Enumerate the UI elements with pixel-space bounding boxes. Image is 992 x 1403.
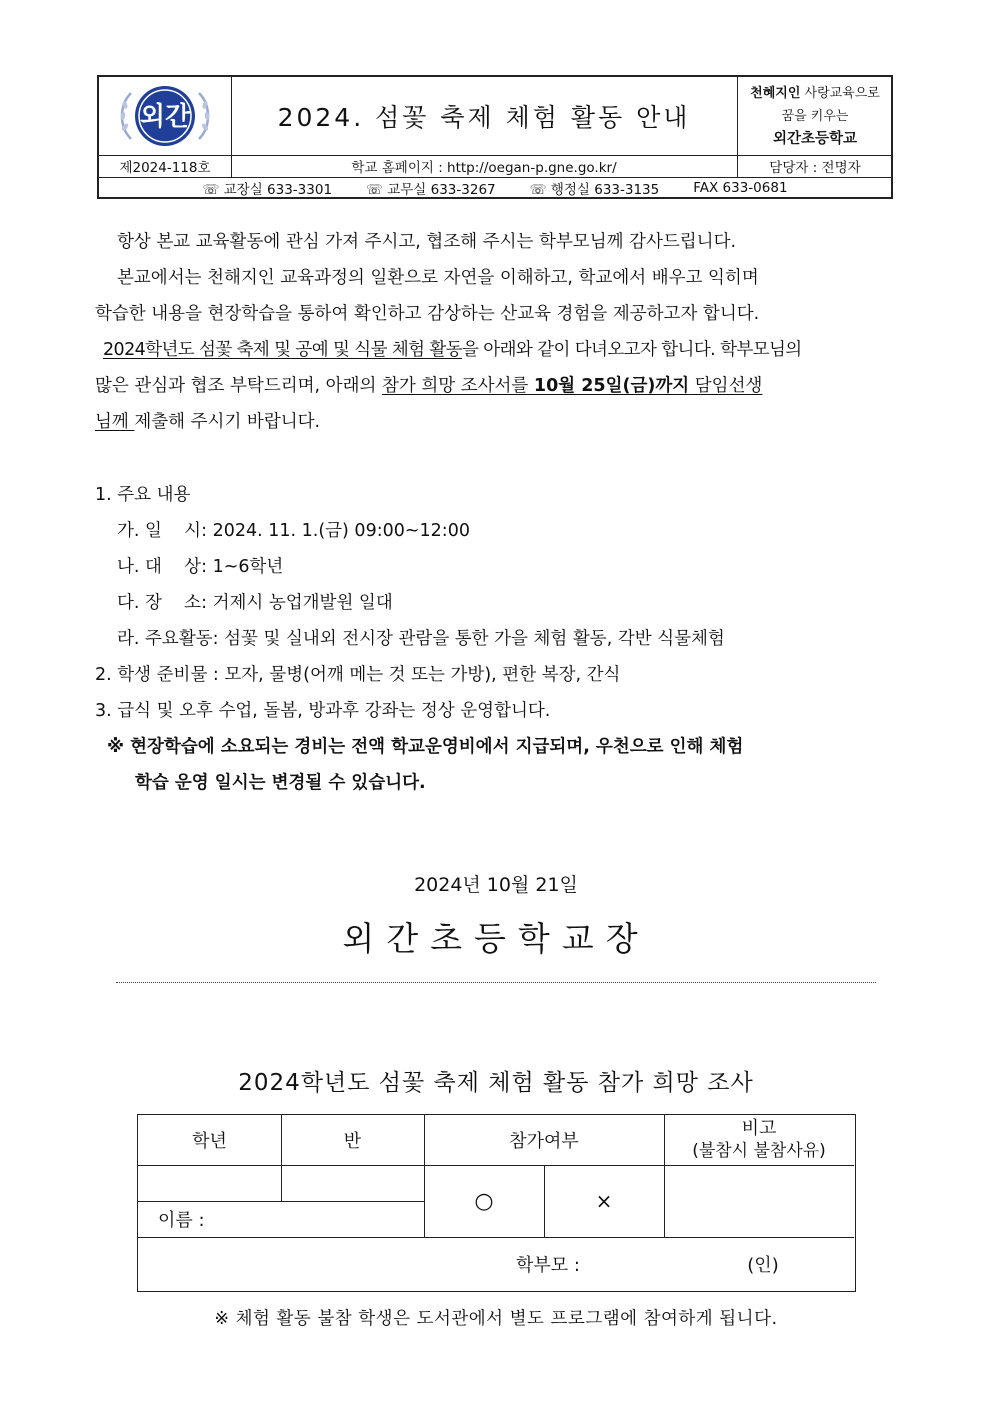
issue-date: 2024년 10월 21일	[414, 874, 578, 896]
detail-date	[117, 517, 470, 542]
fax-number: FAX 633-0681	[693, 180, 788, 196]
header-note	[664, 1115, 854, 1165]
parent-label: 학부모 :	[516, 1255, 580, 1276]
intro-line-1: 항상 본교 교육활동에 관심 가져 주시고, 협조해 주시는 학부모님께 감사드립니다.	[117, 232, 737, 252]
header-attendance: 참가여부	[509, 1131, 579, 1152]
phone-principal: ☏ 교장실 633-3301	[202, 182, 333, 198]
survey-title: 2024학년도 섬꽃 축제 체험 활동 참가 희망 조사	[238, 1070, 754, 1096]
reason-field[interactable]	[664, 1165, 854, 1237]
contact-person: 담당자 : 전명자	[769, 160, 861, 176]
submit-to: 담임선생	[689, 376, 763, 396]
detail-date-value: 2024. 11. 1.(금) 09:00~12:00	[207, 521, 470, 541]
detail-target-label: 나. 대 상:	[117, 557, 207, 577]
section-3-operations: 3. 급식 및 오후 수업, 돌봄, 방과후 강좌는 정상 운영합니다.	[95, 701, 551, 721]
document-number: 제2024-118호	[119, 160, 211, 176]
school-name: 외간초등학교	[772, 130, 858, 147]
document-title: 2024. 섬꽃 축제 체험 활동 안내	[277, 103, 691, 132]
submit-to-cont: 님께	[95, 412, 135, 432]
section-1-heading: 1. 주요 내용	[95, 485, 191, 505]
detail-target	[117, 553, 283, 578]
motto-line2: 꿈을 키우는	[781, 108, 849, 124]
letterhead-box	[97, 75, 893, 199]
school-motto	[737, 77, 893, 155]
motto-keyword: 천혜지인	[750, 85, 801, 101]
survey-table	[137, 1114, 856, 1292]
phone-admin: ☏ 행정실 633-3135	[529, 182, 660, 198]
intro-line-5	[95, 372, 762, 397]
attend-yes-option[interactable]: ○	[474, 1188, 494, 1214]
intro-line-6-rest: 제출해 주시기 바랍니다.	[134, 412, 321, 432]
grade-field[interactable]	[138, 1165, 281, 1201]
class-field[interactable]	[281, 1165, 424, 1201]
header-note-title: 비고	[741, 1118, 777, 1139]
phone-numbers	[99, 177, 891, 199]
intro-line-5-start: 많은 관심과 협조 부탁드리며, 아래의	[95, 376, 382, 396]
principal-signature: 외간초등학교장	[342, 919, 650, 958]
intro-line-4	[103, 336, 802, 361]
detail-date-label: 가. 일 시:	[117, 521, 207, 541]
header-class: 반	[343, 1131, 362, 1152]
header-note-sub: (불참시 불참사유)	[692, 1141, 826, 1161]
section-2-supplies: 2. 학생 준비물 : 모자, 물병(어깨 메는 것 또는 가방), 편한 복장, 간식	[95, 665, 621, 685]
deadline: 10월 25일(금)까지	[533, 376, 690, 396]
survey-footer-note: ※ 체험 활동 불참 학생은 도서관에서 별도 프로그램에 참여하게 됩니다.	[214, 1309, 778, 1329]
detail-activities-value: 섬꽃 및 실내외 전시장 관람을 통한 가을 체험 활동, 각반 식물체험	[218, 629, 725, 649]
notice-line-2: 학습 운영 일시는 변경될 수 있습니다.	[135, 773, 426, 793]
detail-activities-label: 라. 주요활동:	[117, 629, 219, 649]
intro-line-6	[95, 408, 320, 433]
homepage-url[interactable]: 학교 홈페이지 : http://oegan-p.gne.go.kr/	[351, 160, 617, 176]
school-logo	[99, 77, 231, 155]
intro-line-4-rest: 을 아래와 같이 다녀오고자 합니다. 학부모님의	[462, 340, 802, 360]
detail-activities	[117, 625, 725, 650]
name-field[interactable]	[138, 1201, 424, 1237]
detail-target-value: 1~6학년	[207, 557, 284, 577]
svg-text:외간: 외간	[139, 102, 191, 132]
detail-place-value: 거제시 농업개발원 일대	[207, 593, 393, 613]
header-grade: 학년	[192, 1131, 227, 1152]
notice-line-1: ※ 현장학습에 소요되는 경비는 전액 학교운영비에서 지급되며, 우천으로 인해 체험	[107, 737, 744, 757]
detail-place	[117, 589, 393, 614]
intro-line-3: 학습한 내용을 현장학습을 통하여 확인하고 감상하는 산교육 경험을 제공하고자 합니다.	[95, 304, 760, 324]
attend-no-option[interactable]: ×	[595, 1189, 613, 1213]
phone-academic: ☏ 교무실 633-3267	[366, 182, 496, 198]
name-label: 이름 :	[158, 1210, 205, 1231]
intro-line-2: 본교에서는 천해지인 교육과정의 일환으로 자연을 이해하고, 학교에서 배우고 익히며	[117, 268, 759, 288]
motto-line1: 사랑교육으로	[800, 85, 880, 101]
parent-seal[interactable]: (인)	[747, 1255, 779, 1276]
cut-line	[116, 982, 876, 983]
event-name: 2024학년도 섬꽃 축제 및 공예 및 식물 체험 활동	[103, 340, 463, 360]
detail-place-label: 다. 장 소:	[117, 593, 207, 613]
survey-reference: 참가 희망 조사서를	[381, 376, 534, 396]
